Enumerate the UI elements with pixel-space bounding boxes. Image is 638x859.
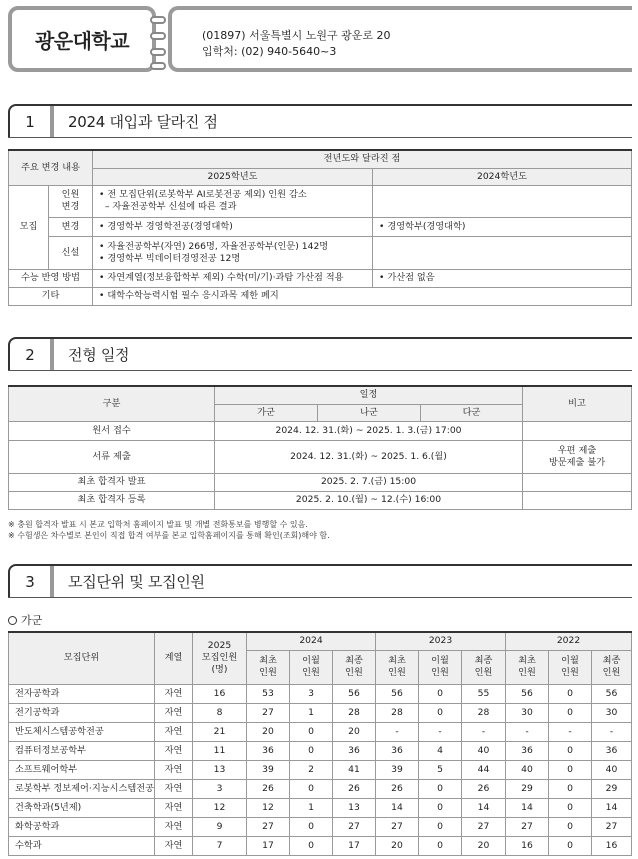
col-2025: 2025학년도 (93, 168, 373, 185)
quota-table (8, 631, 632, 856)
group-label: 모집 (9, 185, 49, 269)
section-3-header (8, 564, 632, 598)
circle-bullet-icon (8, 616, 17, 625)
col-field: 계열 (155, 632, 193, 684)
phone: 입학처: (02) 940-5640~3 (202, 45, 337, 58)
section-1-header (8, 104, 632, 138)
section-title: 모집단위 및 모집인원 (68, 573, 205, 591)
schedule-table: 구분 일정 비고 가군 나군 다군 원서 접수 2024. 12. 31.(화) ~ 2025. 1. 3.(금) 17:00 서류 제출 2024. 12. 31.(화) ~ 2025. 1. 6.(월) 우편 제출 방문제출 불가 최초 합격자 발표 2025. 2. 7.(금) 15:00 최초 합격자 등록 2025. 2. 10.(월) ~ 12.(수) 16:00 (8, 385, 632, 510)
section-2-header (8, 337, 632, 371)
table-row: 서류 제출 2024. 12. 31.(화) ~ 2025. 1. 6.(월) 우편 제출 방문제출 불가 (9, 440, 632, 473)
col-sub: 이월 인원 (290, 650, 333, 684)
table-row: 수능 반영 방법 • 자연계열(정보융합학부 제외) 수학(미/기)·과탐 가산점 적용 • 가산점 없음 (9, 269, 632, 287)
col-sub: 이월 인원 (419, 650, 462, 684)
contact-box (168, 6, 632, 72)
address: (01897) 서울특별시 노원구 광운로 20 (202, 29, 391, 42)
table-row: 건축학과(5년제) 자연 12 12 1 13 14 0 14 14 0 14 (9, 798, 632, 817)
col-diff: 전년도와 달라진 점 (93, 150, 632, 168)
table-row: 기타 • 대학수학능력시험 필수 응시과목 제한 폐지 (9, 287, 632, 305)
col-2025: 2025 모집인원 (명) (193, 632, 247, 684)
section-title: 2024 대입과 달라진 점 (68, 113, 218, 131)
col-sub: 최초 인원 (247, 650, 290, 684)
col-sub: 최종 인원 (592, 650, 632, 684)
col-sub: 최종 인원 (333, 650, 376, 684)
table-row: 신설 • 자율전공학부(자연) 266명, 자율전공학부(인문) 142명 • 경영학부 빅데이터경영전공 12명 (9, 236, 632, 269)
section-number: 1 (8, 104, 50, 138)
table-row: 변경 • 경영학부 경영학전공(경영대학) • 경영학부(경영대학) (9, 217, 632, 236)
table-row: 소프트웨어학부 자연 13 39 2 41 39 5 44 40 0 40 (9, 760, 632, 779)
col-note: 비고 (523, 386, 632, 421)
section-number: 2 (8, 337, 50, 371)
university-name: 광운대학교 (34, 28, 130, 53)
table-row: 로봇학부 정보제어·지능시스템전공 자연 3 26 0 26 26 0 26 29 0 29 (9, 779, 632, 798)
col-item: 주요 변경 내용 (9, 150, 93, 185)
col-sub: 최초 인원 (376, 650, 419, 684)
table-row: 화학공학과 자연 9 27 0 27 27 0 27 27 0 27 (9, 817, 632, 836)
table-row: 반도체시스템공학전공 자연 21 20 0 20 - - - - - - (9, 722, 632, 741)
table-row: 전자공학과 자연 16 53 3 56 56 0 55 56 0 56 (9, 684, 632, 703)
col-sub: 최초 인원 (506, 650, 549, 684)
col-year: 2022 (506, 632, 632, 650)
binder-rings (150, 10, 168, 70)
col-year: 2023 (376, 632, 506, 650)
table-row: 수학과 자연 7 17 0 17 20 0 20 16 0 16 (9, 836, 632, 855)
changes-table (8, 149, 632, 306)
col-schedule: 일정 (215, 386, 523, 404)
subsection-title: 가군 (8, 612, 42, 628)
table-row: 전기공학과 자연 8 27 1 28 28 0 28 30 0 30 (9, 703, 632, 722)
table-row: 모집 인원 변경 • 전 모집단위(로봇학부 AI로봇전공 제외) 인원 감소 – 자율전공학부 신설에 따른 결과 (9, 185, 632, 217)
col-unit: 모집단위 (9, 632, 155, 684)
section-title: 전형 일정 (68, 346, 130, 364)
table-row: 원서 접수 2024. 12. 31.(화) ~ 2025. 1. 3.(금) 17:00 (9, 421, 632, 440)
col-sub: 최종 인원 (462, 650, 506, 684)
col-item: 구분 (9, 386, 215, 421)
table-row: 최초 합격자 등록 2025. 2. 10.(월) ~ 12.(수) 16:00 (9, 491, 632, 509)
table-row: 컴퓨터정보공학부 자연 11 36 0 36 36 4 40 36 0 36 (9, 741, 632, 760)
section-number: 3 (8, 564, 50, 598)
schedule-notes: ※ 충원 합격자 발표 시 본교 입학처 홈페이지 발표 및 개별 전화통보를 병행할 수 있음. ※ 수험생은 차수별로 본인이 직접 합격 여부를 본교 입학홈페이지를 통해 확인(조회)해야 함. (8, 520, 330, 540)
col-sub: 이월 인원 (549, 650, 592, 684)
col-year: 2024 (247, 632, 376, 650)
university-logo-box (8, 6, 156, 72)
table-row: 최초 합격자 발표 2025. 2. 7.(금) 15:00 (9, 473, 632, 491)
col-2024: 2024학년도 (373, 168, 632, 185)
